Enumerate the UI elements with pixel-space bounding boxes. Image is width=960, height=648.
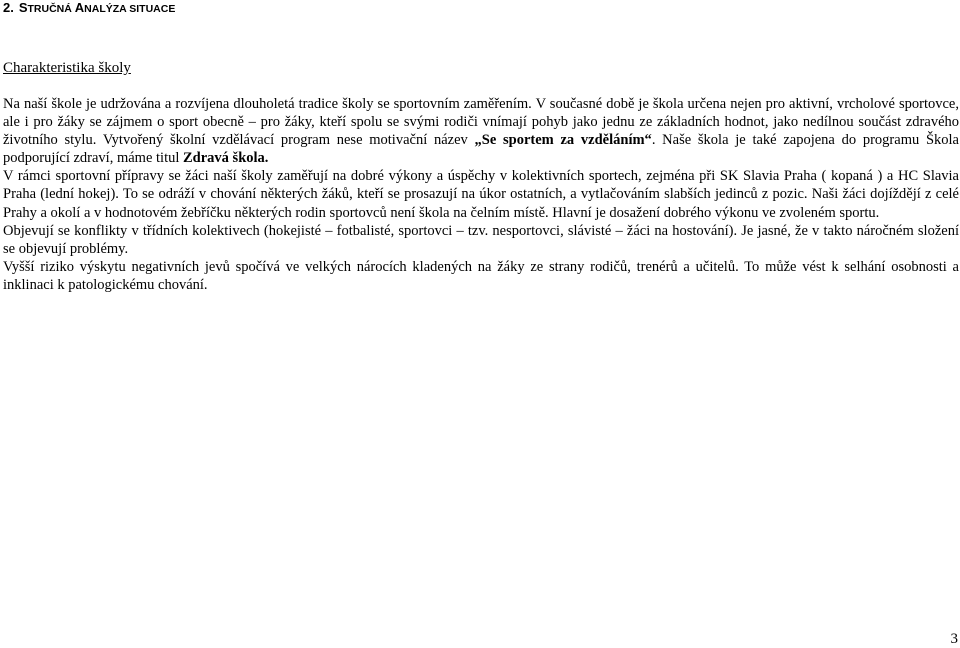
page-number: 3 bbox=[950, 631, 958, 647]
paragraph-intro-part1: Na naší škole je udržována a rozvíjena dlouholetá tradice školy se sportovním zaměřením. V současné době je škola určena nejen pro aktivní, vrcholové sportovce, ale i pro žáky se zájmem o sport obecně – pro žáky, kteří spolu se svými rodiči vnímají pohyb jako jednu ze základních hodnot, jako nedílnou součást zdravého životního stylu. Vytvořený školní vzdělávací program nese motivační název bbox=[3, 96, 959, 149]
paragraph-sports: V rámci sportovní přípravy se žáci naší školy zaměřují na dobré výkony a úspěchy v kolektivních sportech, zejména při SK Slavia Praha ( kopaná ) a HC Slavia Praha (lední hokej). To se odráží v chování některých žáků, kteří se prosazují na úkor ostatních, a vytlačováním slabších jedinců z pozic. Naši žáci dojíždějí z celé Prahy a okolí a v hodnotovém žebříčku některých rodin sportovců není škola na čelním místě. Hlavní je dosažení dobrého výkonu ve zvoleném sportu. bbox=[3, 168, 959, 221]
body-text bbox=[3, 95, 959, 294]
section-heading bbox=[3, 0, 175, 17]
paragraph-risks: Vyšší riziko výskytu negativních jevů spočívá ve velkých nárocích kladených na žáky ze strany rodičů, trenérů a učitelů. To může vést k selhání osobnosti a inklinaci k patologickému chování. bbox=[3, 258, 959, 293]
subsection-title: Charakteristika školy bbox=[3, 60, 131, 76]
paragraph-conflicts: Objevují se konflikty v třídních kolektivech (hokejisté – fotbalisté, sportovci – tzv. nesportovci, slávisté – žáci na hostování). Je jasné, že v takto náročném složení se objevují problémy. bbox=[3, 222, 959, 257]
paragraph-intro-part3: . bbox=[264, 150, 269, 167]
section-title-rest-2: NALÝZA SITUACE bbox=[84, 3, 176, 15]
section-title-initial-1: S bbox=[18, 0, 28, 15]
section-title-initial-2: A bbox=[74, 0, 85, 15]
section-number: 2. bbox=[3, 0, 14, 15]
section-title-rest-1: TRUČNÁ bbox=[27, 3, 75, 15]
paragraph-intro bbox=[3, 95, 959, 167]
program-name: „Se sportem za vzděláním“ bbox=[474, 132, 652, 149]
paragraph-intro-part2: . Naše škola je také zapojena do programu Škola podporující zdraví, máme titul bbox=[3, 132, 959, 167]
healthy-school-title: Zdravá škola bbox=[183, 150, 265, 167]
